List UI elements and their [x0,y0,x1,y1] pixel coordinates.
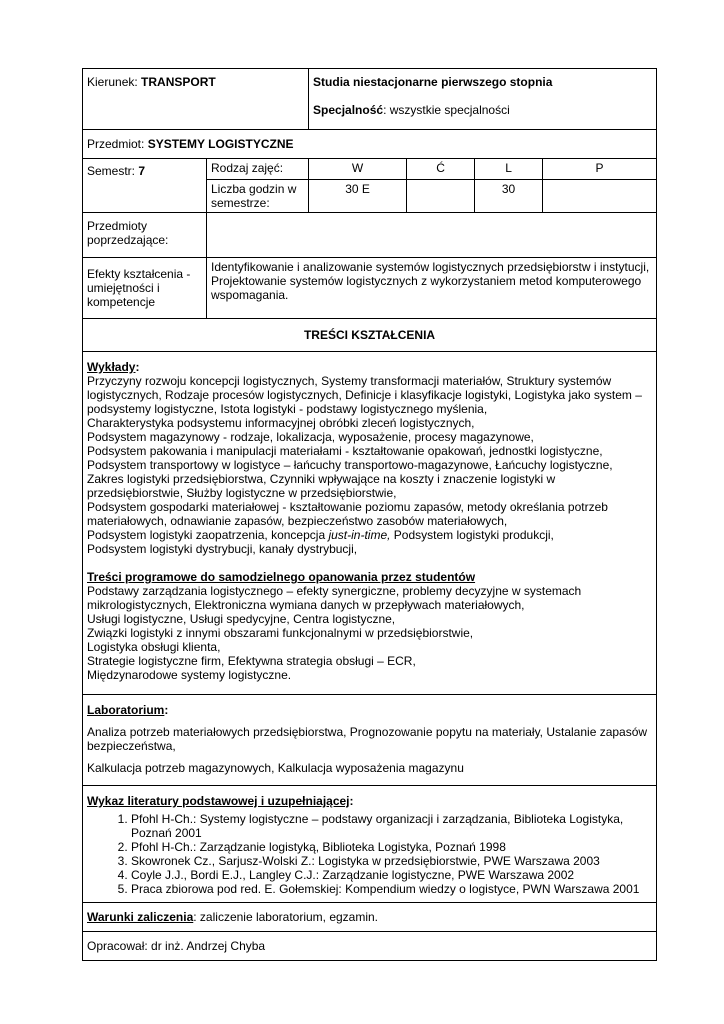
literatura-item: 5. Praca zbiorowa pod red. E. Gołemskiej: Kompendium wiedzy o logistyce, PWN Warszawa 2001 [131,882,652,896]
samodzielne-title: Treści programowe do samodzielnego opanowania przez studentów [87,570,476,584]
przedmiot-cell [83,130,657,159]
semestr-row [83,159,657,180]
specjalnosc-label: Specjalność [313,103,384,117]
literatura-title: Wykaz literatury podstawowej i uzupełniającej [87,794,350,808]
semestr-cell [83,159,207,213]
samodzielne-line: Logistyka obsługi klienta, [87,640,221,654]
samodzielne-line: Związki logistyki z innymi obszarami funkcjonalnymi w przedsiębiorstwie, [87,626,474,640]
wyklady-row [83,352,657,695]
rodzaj-label: Rodzaj zajęć: [207,159,309,180]
wyklady-line: Podsystem transportowy w logistyce – łańcuchy transportowo-magazynowe, Łańcuchy logistyczne, [87,458,613,472]
wyklady-line: Podsystem pakowania i manipulacji materiałami - kształtowanie opakowań, jednostki logistyczne, [87,444,603,458]
semestr-value: 7 [138,164,146,178]
wyklady-line: Podsystem magazynowy - rodzaje, lokalizacja, wyposażenie, procesy magazynowe, [87,430,534,444]
przedmiot-row [83,130,657,159]
zaop-after: Podsystem logistyki produkcji, [390,528,554,542]
col-p: P [543,159,657,180]
kierunek-label: Kierunek: [87,75,142,89]
samodzielne-line: Podstawy zarządzania logistycznego – efekty synergiczne, problemy decyzyjne w systemach mikrologistycznych, Elektroniczna wymiana danych w przepływach materiałowych, [87,584,582,612]
liczba-label: Liczba godzin w semestrze: [207,180,309,213]
hours-l: 30 [475,180,543,213]
efekty-row [83,258,657,319]
wyklady-line [87,528,652,542]
wyklady-title: Wykłady [87,360,136,374]
poprzedzajace-label: Przedmioty poprzedzające: [83,213,207,258]
col-l: L [475,159,543,180]
laboratorium-colon: : [164,703,169,717]
samodzielne-line: Usługi logistyczne, Usługi spedycyjne, Centra logistyczne, [87,612,396,626]
specjalnosc-value: : wszystkie specjalności [383,103,510,117]
laboratorium-cell [83,695,657,786]
opracowal-row [83,932,657,961]
literatura-item: 3. Skowronek Cz., Sarjusz-Wolski Z.: Logistyka w przedsiębiorstwie, PWE Warszawa 2003 [131,854,652,868]
warunki-value: : zaliczenie laboratorium, egzamin. [193,910,379,924]
zaop-italic: just-in-time, [328,528,391,542]
studia-text: Studia niestacjonarne pierwszego stopnia [313,75,553,89]
literatura-item: 1. Pfohl H-Ch.: Systemy logistyczne – podstawy organizacji i zarządzania, Biblioteka Logistyka, Poznań 2001 [131,812,652,840]
literatura-item: 2. Pfohl H-Ch.: Zarządzanie logistyką, Biblioteka Logistyka, Poznań 1998 [131,840,652,854]
literatura-colon: : [349,794,354,808]
kierunek-cell [83,69,309,130]
wyklady-line: Zakres logistyki przedsiębiorstwa, Czynniki wpływające na koszty i znaczenie logistyki w przedsiębiorstwie, Służby logistyczne w przedsiębiorstwie, [87,472,556,500]
wyklady-colon: : [135,360,140,374]
przedmiot-value: SYSTEMY LOGISTYCZNE [147,137,294,151]
hours-w: 30 E [309,180,407,213]
poprzedzajace-value [207,213,657,258]
warunki-title: Warunki zaliczenia [87,910,194,924]
syllabus-page [82,68,656,961]
warunki-cell [83,903,657,932]
wyklady-line: Charakterystyka podsystemu informacyjnej obróbki zleceń logistycznych, [87,416,475,430]
literatura-row [83,786,657,903]
literatura-cell [83,786,657,903]
col-w: W [309,159,407,180]
syllabus-table [82,68,657,961]
semestr-label: Semestr: [87,164,139,178]
zaop-before: Podsystem logistyki zaopatrzenia, koncepcja [87,528,329,542]
laboratorium-title: Laboratorium [87,703,165,717]
przedmiot-label: Przedmiot: [87,137,148,151]
hours-p [543,180,657,213]
tresci-row [83,319,657,352]
literatura-list [87,812,652,896]
poprzedzajace-row [83,213,657,258]
kierunek-value: TRANSPORT [141,75,216,89]
samodzielne-line: Międzynarodowe systemy logistyczne. [87,668,292,682]
col-c: Ć [407,159,475,180]
wyklady-line: Przyczyny rozwoju koncepcji logistycznych, Systemy transformacji materiałów, Struktury systemów logistycznych, Rodzaje procesów logistycznych, Definicje i klasyfikacje logistyki, Logistyka jako system – podsystemy logistyczne, Istota logistyki - podstawy logistycznego myślenia, [87,374,642,416]
warunki-row [83,903,657,932]
wyklady-line: Podsystem logistyki dystrybucji, kanały dystrybucji, [87,542,358,556]
samodzielne-line: Strategie logistyczne firm, Efektywna strategia obsługi – ECR, [87,654,416,668]
tresci-title: TREŚCI KSZTAŁCENIA [83,319,657,352]
efekty-label: Efekty kształcenia - umiejętności i kompetencje [83,258,207,319]
hours-c [407,180,475,213]
wyklady-cell [83,352,657,695]
opracowal-text: Opracował: dr inż. Andrzej Chyba [83,932,657,961]
laboratorium-para1: Analiza potrzeb materiałowych przedsiębiorstwa, Prognozowanie popytu na materiały, Ustalanie zapasów bezpieczeństwa, [87,725,648,753]
studia-cell [309,69,657,130]
literatura-item: 4. Coyle J.J., Bordi E.J., Langley C.J.: Zarządzanie logistyczne, PWE Warszawa 2002 [131,868,652,882]
laboratorium-para2: Kalkulacja potrzeb magazynowych, Kalkulacja wyposażenia magazynu [87,761,464,775]
header-row [83,69,657,130]
efekty-value: Identyfikowanie i analizowanie systemów logistycznych przedsiębiorstw i instytucji, Projektowanie systemów logistycznych z wykorzystaniem metod komputerowego wspomagania. [207,258,657,319]
wyklady-line: Podsystem gospodarki materiałowej - kształtowanie poziomu zapasów, metody określania potrzeb materiałowych, odnawianie zapasów, bezpieczeństwo zasobów materiałowych, [87,500,608,528]
laboratorium-row [83,695,657,786]
